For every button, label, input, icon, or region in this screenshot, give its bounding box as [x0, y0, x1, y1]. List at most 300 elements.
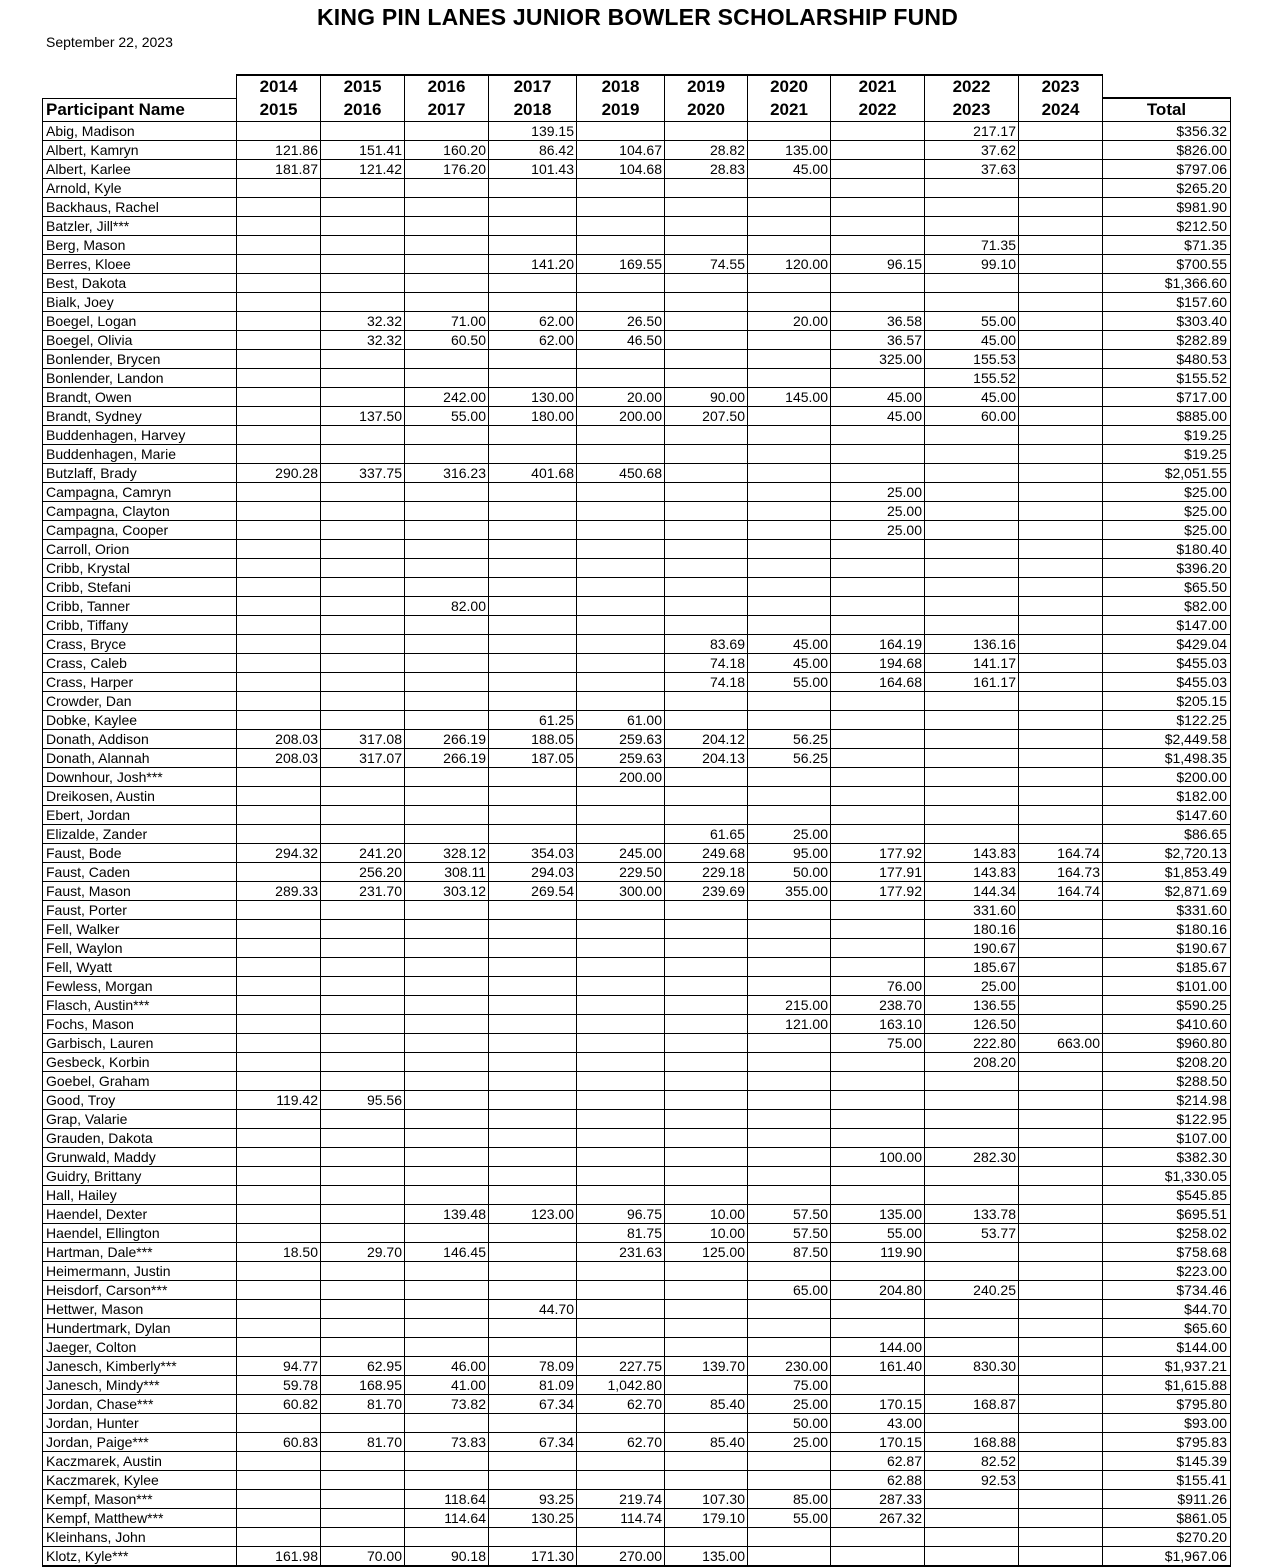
amount-cell — [405, 426, 489, 445]
amount-cell: 43.00 — [831, 1414, 925, 1433]
amount-cell — [1019, 920, 1103, 939]
table-row — [43, 1186, 1231, 1205]
amount-cell: 245.00 — [577, 844, 665, 863]
amount-cell: 60.82 — [237, 1395, 321, 1414]
amount-cell — [925, 521, 1019, 540]
amount-cell — [489, 369, 577, 388]
amount-cell — [831, 1091, 925, 1110]
amount-cell — [1019, 901, 1103, 920]
amount-cell — [321, 559, 405, 578]
amount-cell: 187.05 — [489, 749, 577, 768]
amount-cell: 25.00 — [925, 977, 1019, 996]
amount-cell: 164.19 — [831, 635, 925, 654]
table-row — [43, 407, 1231, 426]
amount-cell — [925, 1186, 1019, 1205]
participant-name: Elizalde, Zander — [43, 825, 237, 844]
amount-cell — [577, 1129, 665, 1148]
amount-cell: 289.33 — [237, 882, 321, 901]
amount-cell — [925, 445, 1019, 464]
table-row — [43, 958, 1231, 977]
amount-cell — [405, 692, 489, 711]
amount-cell: 171.30 — [489, 1547, 577, 1567]
amount-cell: 65.00 — [748, 1281, 831, 1300]
amount-cell — [925, 749, 1019, 768]
amount-cell: 316.23 — [405, 464, 489, 483]
amount-cell — [237, 597, 321, 616]
amount-cell — [405, 198, 489, 217]
amount-cell — [321, 369, 405, 388]
table-row — [43, 1490, 1231, 1509]
amount-cell — [748, 502, 831, 521]
amount-cell: 55.00 — [748, 1509, 831, 1528]
amount-cell — [405, 977, 489, 996]
amount-cell — [1019, 1357, 1103, 1376]
amount-cell — [577, 483, 665, 502]
amount-cell — [577, 901, 665, 920]
amount-cell: 55.00 — [405, 407, 489, 426]
amount-cell — [405, 502, 489, 521]
total-cell: $410.60 — [1103, 1015, 1231, 1034]
amount-cell — [748, 1319, 831, 1338]
amount-cell — [489, 958, 577, 977]
participant-name: Buddenhagen, Harvey — [43, 426, 237, 445]
amount-cell — [925, 1243, 1019, 1262]
amount-cell — [831, 597, 925, 616]
amount-cell: 74.18 — [665, 673, 748, 692]
amount-cell — [748, 350, 831, 369]
total-cell: $795.80 — [1103, 1395, 1231, 1414]
amount-cell — [321, 1015, 405, 1034]
table-row — [43, 369, 1231, 388]
total-cell: $1,330.05 — [1103, 1167, 1231, 1186]
amount-cell: 169.55 — [577, 255, 665, 274]
amount-cell — [237, 255, 321, 274]
amount-cell — [489, 502, 577, 521]
amount-cell — [748, 597, 831, 616]
amount-cell — [237, 1509, 321, 1528]
total-cell: $185.67 — [1103, 958, 1231, 977]
amount-cell: 100.00 — [831, 1148, 925, 1167]
amount-cell — [321, 1490, 405, 1509]
amount-cell — [577, 1091, 665, 1110]
amount-cell — [237, 825, 321, 844]
amount-cell — [925, 464, 1019, 483]
amount-cell — [831, 578, 925, 597]
amount-cell — [321, 768, 405, 787]
amount-cell — [489, 445, 577, 464]
amount-cell: 61.00 — [577, 711, 665, 730]
amount-cell: 136.16 — [925, 635, 1019, 654]
amount-cell: 231.63 — [577, 1243, 665, 1262]
amount-cell: 259.63 — [577, 749, 665, 768]
amount-cell — [1019, 331, 1103, 350]
amount-cell: 266.19 — [405, 749, 489, 768]
scholarship-table — [42, 74, 1231, 1567]
amount-cell — [237, 1300, 321, 1319]
amount-cell: 55.00 — [748, 673, 831, 692]
amount-cell — [405, 179, 489, 198]
amount-cell — [925, 217, 1019, 236]
total-cell: $25.00 — [1103, 483, 1231, 502]
amount-cell — [665, 1015, 748, 1034]
amount-cell — [748, 901, 831, 920]
amount-cell: 78.09 — [489, 1357, 577, 1376]
amount-cell — [489, 540, 577, 559]
total-cell: $155.52 — [1103, 369, 1231, 388]
amount-cell — [831, 730, 925, 749]
table-header — [43, 75, 1231, 122]
amount-cell: 93.25 — [489, 1490, 577, 1509]
amount-cell: 133.78 — [925, 1205, 1019, 1224]
amount-cell — [748, 1053, 831, 1072]
participant-name: Heimermann, Justin — [43, 1262, 237, 1281]
participant-name: Donath, Addison — [43, 730, 237, 749]
amount-cell — [577, 920, 665, 939]
participant-name: Garbisch, Lauren — [43, 1034, 237, 1053]
amount-cell — [577, 179, 665, 198]
amount-cell: 160.20 — [405, 141, 489, 160]
amount-cell: 32.32 — [321, 331, 405, 350]
amount-cell — [577, 616, 665, 635]
amount-cell — [1019, 350, 1103, 369]
amount-cell: 168.95 — [321, 1376, 405, 1395]
participant-name: Best, Dakota — [43, 274, 237, 293]
amount-cell — [1019, 274, 1103, 293]
amount-cell — [321, 787, 405, 806]
participant-name: Abig, Madison — [43, 122, 237, 141]
amount-cell: 55.00 — [925, 312, 1019, 331]
amount-cell — [925, 483, 1019, 502]
amount-cell: 99.10 — [925, 255, 1019, 274]
amount-cell — [321, 1110, 405, 1129]
amount-cell — [489, 901, 577, 920]
amount-cell: 121.42 — [321, 160, 405, 179]
amount-cell: 270.00 — [577, 1547, 665, 1567]
amount-cell — [577, 426, 665, 445]
participant-name: Cribb, Stefani — [43, 578, 237, 597]
table-row — [43, 1471, 1231, 1490]
amount-cell — [1019, 787, 1103, 806]
participant-name: Jaeger, Colton — [43, 1338, 237, 1357]
total-cell: $288.50 — [1103, 1072, 1231, 1091]
participant-name: Kempf, Matthew*** — [43, 1509, 237, 1528]
amount-cell — [237, 559, 321, 578]
amount-cell — [831, 369, 925, 388]
amount-cell: 85.40 — [665, 1433, 748, 1452]
amount-cell — [925, 1091, 1019, 1110]
amount-cell: 227.75 — [577, 1357, 665, 1376]
amount-cell — [489, 692, 577, 711]
amount-cell — [1019, 1224, 1103, 1243]
amount-cell — [1019, 369, 1103, 388]
amount-cell — [405, 711, 489, 730]
amount-cell — [925, 1547, 1019, 1567]
year-header-start: 2016 — [405, 75, 489, 98]
amount-cell — [489, 1167, 577, 1186]
amount-cell — [831, 1262, 925, 1281]
amount-cell — [665, 1471, 748, 1490]
amount-cell: 81.75 — [577, 1224, 665, 1243]
amount-cell — [748, 1167, 831, 1186]
amount-cell: 200.00 — [577, 407, 665, 426]
amount-cell — [748, 1338, 831, 1357]
amount-cell — [321, 274, 405, 293]
table-row — [43, 1243, 1231, 1262]
amount-cell — [489, 1471, 577, 1490]
amount-cell — [748, 1034, 831, 1053]
table-row — [43, 1414, 1231, 1433]
table-row — [43, 141, 1231, 160]
amount-cell — [489, 1148, 577, 1167]
amount-cell: 155.53 — [925, 350, 1019, 369]
table-row — [43, 787, 1231, 806]
amount-cell — [321, 122, 405, 141]
amount-cell — [405, 1262, 489, 1281]
participant-name: Crass, Bryce — [43, 635, 237, 654]
table-row — [43, 1262, 1231, 1281]
total-cell: $147.00 — [1103, 616, 1231, 635]
amount-cell — [1019, 293, 1103, 312]
amount-cell — [665, 1072, 748, 1091]
total-cell: $270.20 — [1103, 1528, 1231, 1547]
amount-cell — [405, 768, 489, 787]
amount-cell — [831, 749, 925, 768]
amount-cell — [1019, 122, 1103, 141]
amount-cell — [489, 825, 577, 844]
total-cell: $107.00 — [1103, 1129, 1231, 1148]
amount-cell — [405, 236, 489, 255]
amount-cell — [577, 1338, 665, 1357]
amount-cell: 41.00 — [405, 1376, 489, 1395]
amount-cell — [925, 711, 1019, 730]
table-row — [43, 1395, 1231, 1414]
participant-name: Grap, Valarie — [43, 1110, 237, 1129]
amount-cell — [925, 1072, 1019, 1091]
amount-cell — [489, 1091, 577, 1110]
amount-cell — [831, 559, 925, 578]
amount-cell — [321, 616, 405, 635]
table-row — [43, 1034, 1231, 1053]
amount-cell — [1019, 521, 1103, 540]
amount-cell — [577, 1110, 665, 1129]
amount-cell — [237, 1186, 321, 1205]
total-cell: $960.80 — [1103, 1034, 1231, 1053]
amount-cell: 219.74 — [577, 1490, 665, 1509]
amount-cell: 123.00 — [489, 1205, 577, 1224]
amount-cell: 25.00 — [831, 502, 925, 521]
amount-cell — [237, 331, 321, 350]
amount-cell — [405, 274, 489, 293]
amount-cell: 230.00 — [748, 1357, 831, 1376]
amount-cell — [321, 654, 405, 673]
amount-cell — [577, 806, 665, 825]
participant-name: Grunwald, Maddy — [43, 1148, 237, 1167]
amount-cell — [321, 179, 405, 198]
amount-cell — [405, 806, 489, 825]
amount-cell — [237, 1148, 321, 1167]
amount-cell: 62.87 — [831, 1452, 925, 1471]
amount-cell — [748, 1452, 831, 1471]
amount-cell — [489, 350, 577, 369]
participant-name: Guidry, Brittany — [43, 1167, 237, 1186]
amount-cell — [665, 445, 748, 464]
year-header-start: 2019 — [665, 75, 748, 98]
amount-cell: 401.68 — [489, 464, 577, 483]
amount-cell — [405, 1452, 489, 1471]
participant-name: Flasch, Austin*** — [43, 996, 237, 1015]
total-cell: $86.65 — [1103, 825, 1231, 844]
amount-cell — [1019, 1167, 1103, 1186]
amount-cell — [237, 920, 321, 939]
amount-cell — [321, 1034, 405, 1053]
table-row — [43, 388, 1231, 407]
report-date: September 22, 2023 — [46, 34, 173, 50]
amount-cell — [489, 1015, 577, 1034]
amount-cell — [748, 521, 831, 540]
amount-cell: 188.05 — [489, 730, 577, 749]
amount-cell — [748, 1300, 831, 1319]
amount-cell — [321, 1148, 405, 1167]
amount-cell — [577, 1452, 665, 1471]
amount-cell — [1019, 1319, 1103, 1338]
amount-cell: 46.00 — [405, 1357, 489, 1376]
participant-name: Janesch, Kimberly*** — [43, 1357, 237, 1376]
amount-cell: 164.74 — [1019, 844, 1103, 863]
amount-cell: 328.12 — [405, 844, 489, 863]
amount-cell — [925, 787, 1019, 806]
amount-cell — [577, 217, 665, 236]
amount-cell — [1019, 1110, 1103, 1129]
table-row — [43, 1547, 1231, 1567]
amount-cell — [748, 692, 831, 711]
total-cell: $265.20 — [1103, 179, 1231, 198]
participant-name: Fewless, Morgan — [43, 977, 237, 996]
amount-cell: 45.00 — [925, 388, 1019, 407]
participant-name: Gesbeck, Korbin — [43, 1053, 237, 1072]
total-cell: $331.60 — [1103, 901, 1231, 920]
amount-cell — [237, 122, 321, 141]
amount-cell — [1019, 1547, 1103, 1567]
amount-cell — [1019, 1338, 1103, 1357]
amount-cell: 242.00 — [405, 388, 489, 407]
total-cell: $180.16 — [1103, 920, 1231, 939]
total-cell: $212.50 — [1103, 217, 1231, 236]
total-cell: $695.51 — [1103, 1205, 1231, 1224]
table-row — [43, 901, 1231, 920]
amount-cell — [237, 1490, 321, 1509]
amount-cell — [1019, 483, 1103, 502]
total-cell: $700.55 — [1103, 255, 1231, 274]
amount-cell — [489, 939, 577, 958]
amount-cell: 130.00 — [489, 388, 577, 407]
amount-cell: 185.67 — [925, 958, 1019, 977]
amount-cell: 94.77 — [237, 1357, 321, 1376]
total-cell: $145.39 — [1103, 1452, 1231, 1471]
amount-cell: 200.00 — [577, 768, 665, 787]
amount-cell: 130.25 — [489, 1509, 577, 1528]
amount-cell — [925, 293, 1019, 312]
amount-cell: 62.70 — [577, 1433, 665, 1452]
amount-cell — [321, 1281, 405, 1300]
amount-cell — [831, 1186, 925, 1205]
amount-cell — [831, 806, 925, 825]
amount-cell — [489, 920, 577, 939]
amount-cell — [237, 787, 321, 806]
total-header: Total — [1103, 98, 1231, 122]
amount-cell — [237, 616, 321, 635]
amount-cell — [925, 198, 1019, 217]
amount-cell — [1019, 711, 1103, 730]
amount-cell — [577, 1053, 665, 1072]
amount-cell — [577, 939, 665, 958]
amount-cell — [831, 217, 925, 236]
amount-cell — [237, 483, 321, 502]
participant-name: Faust, Bode — [43, 844, 237, 863]
amount-cell — [831, 616, 925, 635]
amount-cell — [405, 255, 489, 274]
participant-name: Donath, Alannah — [43, 749, 237, 768]
amount-cell — [748, 711, 831, 730]
table-row — [43, 1072, 1231, 1091]
amount-cell — [321, 350, 405, 369]
amount-cell — [925, 1490, 1019, 1509]
participant-name: Dreikosen, Austin — [43, 787, 237, 806]
amount-cell — [489, 236, 577, 255]
amount-cell — [665, 1110, 748, 1129]
amount-cell — [748, 1110, 831, 1129]
participant-name: Backhaus, Rachel — [43, 198, 237, 217]
amount-cell: 125.00 — [665, 1243, 748, 1262]
year-header-start: 2015 — [321, 75, 405, 98]
amount-cell — [665, 1091, 748, 1110]
table-row — [43, 1509, 1231, 1528]
amount-cell: 317.08 — [321, 730, 405, 749]
amount-cell — [237, 1338, 321, 1357]
amount-cell: 25.00 — [748, 1433, 831, 1452]
amount-cell — [321, 711, 405, 730]
table-row — [43, 1433, 1231, 1452]
total-cell: $25.00 — [1103, 502, 1231, 521]
amount-cell — [577, 673, 665, 692]
amount-cell — [665, 1167, 748, 1186]
amount-cell — [831, 1300, 925, 1319]
amount-cell — [577, 787, 665, 806]
amount-cell: 222.80 — [925, 1034, 1019, 1053]
amount-cell — [665, 787, 748, 806]
amount-cell — [1019, 1452, 1103, 1471]
amount-cell — [237, 1053, 321, 1072]
table-row — [43, 236, 1231, 255]
amount-cell: 86.42 — [489, 141, 577, 160]
amount-cell — [237, 901, 321, 920]
year-header-end: 2020 — [665, 98, 748, 122]
amount-cell — [321, 502, 405, 521]
amount-cell: 146.45 — [405, 1243, 489, 1262]
amount-cell — [489, 198, 577, 217]
amount-cell — [831, 198, 925, 217]
amount-cell: 59.78 — [237, 1376, 321, 1395]
table-row — [43, 483, 1231, 502]
amount-cell: 53.77 — [925, 1224, 1019, 1243]
total-cell: $382.30 — [1103, 1148, 1231, 1167]
total-cell: $717.00 — [1103, 388, 1231, 407]
amount-cell: 155.52 — [925, 369, 1019, 388]
amount-cell — [748, 958, 831, 977]
amount-cell — [489, 977, 577, 996]
total-cell: $155.41 — [1103, 1471, 1231, 1490]
amount-cell — [405, 293, 489, 312]
amount-cell — [237, 426, 321, 445]
